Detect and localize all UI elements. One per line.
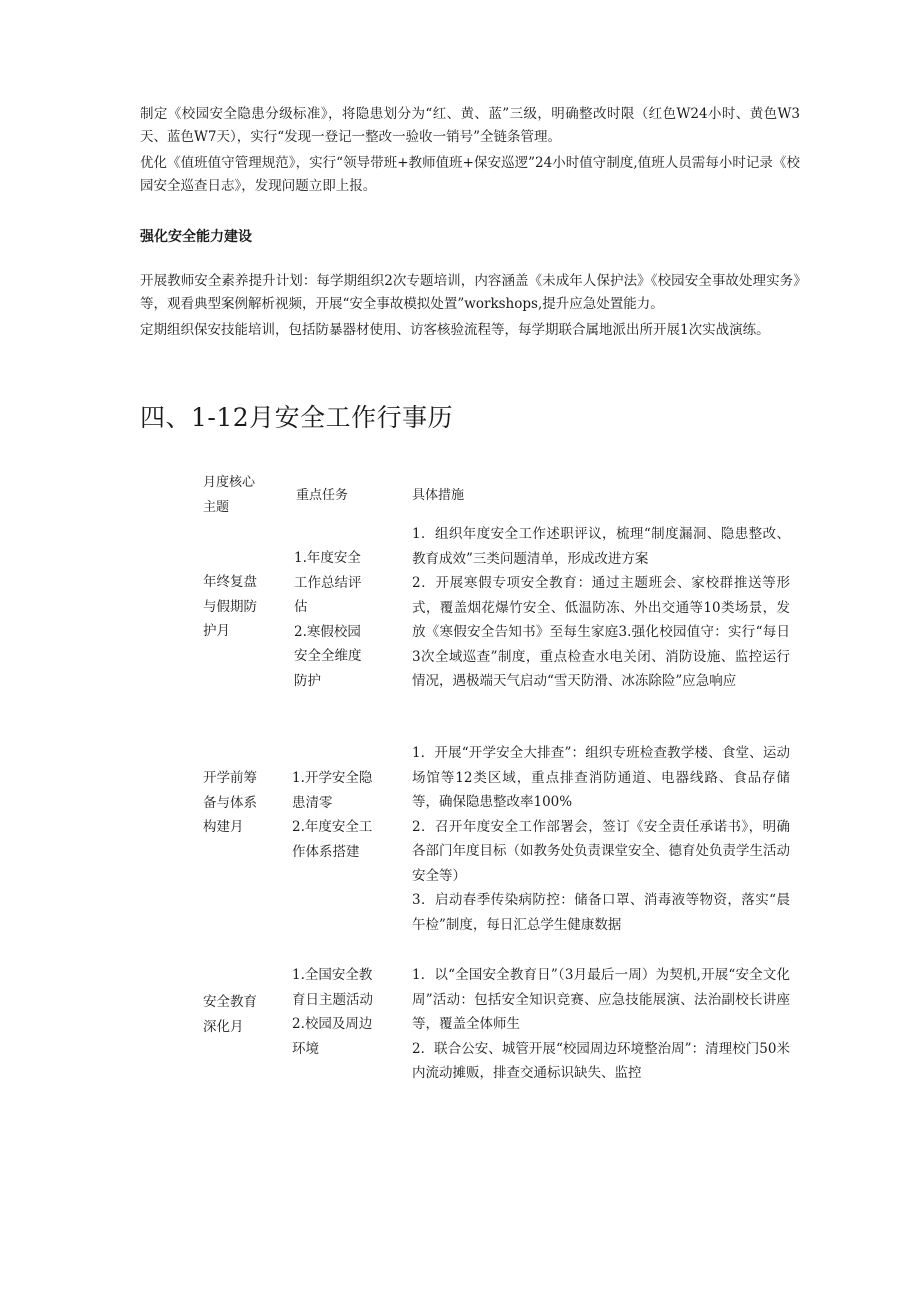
paragraph-guard-training: 定期组织保安技能培训，包括防暴器材使用、访客核验流程等，每学期联合属地派出所开展1次实战演练。 <box>140 322 770 338</box>
row2-measure-3: 3．启动春季传染病防控：储备口罩、消毒液等物资，落实“晨午检”制度，每日汇总学生健康数据 <box>412 892 790 933</box>
subheading-capability: 强化安全能力建设 <box>140 229 252 245</box>
paragraph-teacher-training: 开展教师安全素养提升计划：每学期组织2次专题培训，内容涵盖《未成年人保护法》《校园安全事故处理实务》等，观看典型案例解析视频，开展“安全事故模拟处置”workshops,提升应急处置能力。 <box>140 273 800 312</box>
row1-theme: 年终复盘与假期防护月 <box>203 574 257 639</box>
row1-task-2: 2.寒假校园安全全维度防护 <box>294 623 362 689</box>
section-title: 四、1-12月安全工作行事历 <box>140 403 454 432</box>
row3-task-1: 1.全国安全教育日主题活动 <box>292 967 373 1008</box>
row3-theme: 安全教育深化月 <box>203 994 257 1035</box>
table-header-theme: 月度核心主题 <box>203 475 256 515</box>
row1-measure-1: 1．组织年度安全工作述职评议，梳理“制度漏洞、隐患整改、教育成效”三类问题清单，形成改进方案 <box>412 526 790 567</box>
row1-measure-2: 2．开展寒假专项安全教育：通过主题班会、家校群推送等形式，覆盖烟花爆竹安全、低温防冻、外出交通等10类场景，发放《寒假安全告知书》至每生家庭3.强化校园值守：实行“每日3次全域巡查”制度，重点检查水电关闭、消防设施、监控运行情况，遇极端天气启动“雪天防滑、冰冻除险”应急响应 <box>412 575 790 689</box>
row2-measure-2: 2．召开年度安全工作部署会，签订《安全责任承诺书》，明确各部门年度目标（如教务处负责课堂安全、德育处负责学生活动安全等） <box>412 818 790 884</box>
row2-task-2: 2.年度安全工作体系搭建 <box>292 819 373 860</box>
paragraph-duty-management: 优化《值班值守管理规范》，实行“领导带班+教师值班+保安巡逻”24小时值守制度,值班人员需每小时记录《校园安全巡查日志》，发现问题立即上报。 <box>140 155 800 194</box>
row1-task-1: 1.年度安全工作总结评估 <box>294 550 362 615</box>
row2-theme: 开学前筹备与体系构建月 <box>203 770 257 835</box>
row3-measures <box>412 963 790 1086</box>
row2-tasks <box>292 766 378 864</box>
table-header-measures: 具体措施 <box>412 488 465 503</box>
row2-task-1: 1.开学安全隐患清零 <box>292 770 373 811</box>
table-header-tasks: 重点任务 <box>296 488 349 503</box>
row3-measure-1: 1．以“全国安全教育日”（3月最后一周）为契机,开展“安全文化周”活动：包括安全知识竞赛、应急技能展演、法治副校长讲座等，覆盖全体师生 <box>412 967 790 1032</box>
row3-tasks <box>292 963 378 1061</box>
row1-tasks <box>294 546 374 693</box>
row1-measures <box>412 522 790 694</box>
paragraph-hazard-grading: 制定《校园安全隐患分级标准》，将隐患划分为“红、黄、蓝”三级，明确整改时限（红色W24小时、黄色W3天、蓝色W7天），实行“发现一登记一整改一验收一销号”全链条管理。 <box>140 106 800 145</box>
row3-measure-2: 2．联合公安、城管开展“校园周边环境整治周”：清理校门50米内流动摊贩，排查交通标识缺失、监控 <box>412 1040 790 1081</box>
row2-measures <box>412 741 790 937</box>
row3-task-2: 2.校园及周边环境 <box>292 1016 373 1057</box>
row2-measure-1: 1．开展“开学安全大排查”：组织专班检查教学楼、食堂、运动场馆等12类区域，重点排查消防通道、电器线路、食品存储等，确保隐患整改率100% <box>412 745 790 810</box>
